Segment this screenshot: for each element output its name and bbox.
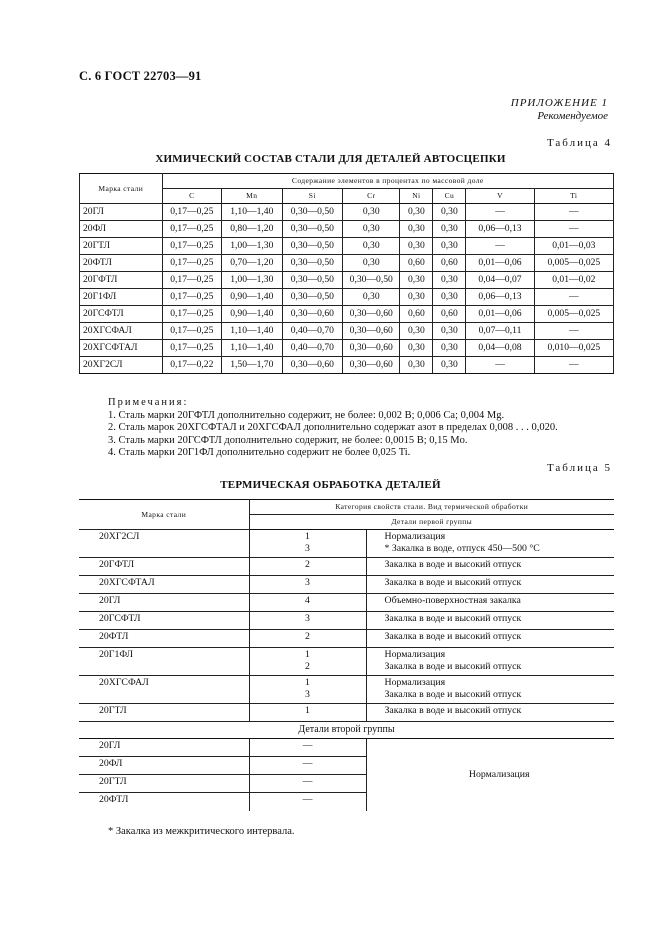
treatment-cell bbox=[366, 676, 614, 704]
steel-grade-cell: 20ФЛ bbox=[79, 757, 249, 775]
composition-cell: 0,30 bbox=[433, 204, 466, 221]
composition-cell: — bbox=[534, 221, 613, 238]
composition-cell: — bbox=[534, 289, 613, 306]
composition-cell: 0,07—0,11 bbox=[466, 323, 534, 340]
composition-cell: 0,04—0,07 bbox=[466, 272, 534, 289]
composition-cell: 0,40—0,70 bbox=[282, 323, 343, 340]
treatment-value: Нормализация bbox=[384, 677, 446, 688]
composition-cell: 0,30 bbox=[400, 340, 433, 357]
composition-cell: 0,005—0,025 bbox=[534, 255, 613, 272]
treatment-value: Закалка в воде и высокий отпуск bbox=[384, 559, 522, 570]
composition-cell: 0,30—0,60 bbox=[343, 323, 400, 340]
category-cell bbox=[249, 648, 366, 676]
composition-cell: 0,60 bbox=[400, 255, 433, 272]
appendix-block bbox=[511, 97, 608, 123]
category-cell bbox=[249, 594, 366, 612]
composition-cell: 0,005—0,025 bbox=[534, 306, 613, 323]
t5-group1-header: Детали первой группы bbox=[249, 515, 614, 530]
element-column-header: Ti bbox=[534, 189, 613, 204]
treatment-cell bbox=[366, 648, 614, 676]
treatment-value: Закалка в воде и высокий отпуск bbox=[384, 661, 522, 672]
category-cell bbox=[249, 530, 366, 558]
t5-group2-header: Детали второй группы bbox=[79, 722, 614, 739]
composition-cell: 0,06—0,13 bbox=[466, 289, 534, 306]
treatment-cell bbox=[366, 704, 614, 722]
composition-cell: 0,30 bbox=[433, 357, 466, 374]
table-row bbox=[80, 323, 614, 340]
composition-cell: 0,30 bbox=[400, 357, 433, 374]
category-value: 3 bbox=[305, 613, 310, 624]
treatment-value: Закалка в воде и высокий отпуск bbox=[384, 705, 522, 716]
table-row bbox=[79, 530, 614, 558]
category-value: 2 bbox=[305, 559, 310, 570]
composition-cell: 0,30 bbox=[400, 238, 433, 255]
treatment-value: Закалка в воде и высокий отпуск bbox=[384, 613, 522, 624]
composition-cell: — bbox=[466, 357, 534, 374]
composition-cell: 0,17—0,25 bbox=[162, 255, 221, 272]
composition-cell: 0,30 bbox=[433, 272, 466, 289]
element-column-header: Cu bbox=[433, 189, 466, 204]
composition-cell: — bbox=[534, 204, 613, 221]
composition-cell: — bbox=[534, 357, 613, 374]
steel-grade-cell: 20ФТЛ bbox=[79, 630, 249, 648]
steel-grade-cell: 20ГЛ bbox=[79, 739, 249, 757]
category-cell bbox=[249, 704, 366, 722]
steel-grade-cell: 20ГФТЛ bbox=[80, 272, 163, 289]
steel-grade-cell: 20ГТЛ bbox=[79, 704, 249, 722]
page-header: С. 6 ГОСТ 22703—91 bbox=[79, 69, 202, 83]
table-row bbox=[80, 272, 614, 289]
category-cell: — bbox=[249, 757, 366, 775]
treatment-cell bbox=[366, 612, 614, 630]
footnote: * Закалка из межкритического интервала. bbox=[108, 826, 295, 837]
composition-cell: 0,17—0,25 bbox=[162, 238, 221, 255]
element-column-header: C bbox=[162, 189, 221, 204]
element-column-header: Mn bbox=[222, 189, 283, 204]
composition-cell: — bbox=[466, 204, 534, 221]
composition-cell: 1,10—1,40 bbox=[222, 204, 283, 221]
treatment-value: Нормализация bbox=[384, 531, 446, 542]
table-row bbox=[80, 306, 614, 323]
steel-grade-cell: 20ГТЛ bbox=[80, 238, 163, 255]
category-cell bbox=[249, 676, 366, 704]
steel-grade-cell: 20ХГСФТАЛ bbox=[79, 576, 249, 594]
steel-grade-cell: 20ХГ2СЛ bbox=[79, 530, 249, 558]
composition-cell: 0,80—1,20 bbox=[222, 221, 283, 238]
category-cell: — bbox=[249, 775, 366, 793]
composition-cell: 0,30 bbox=[433, 340, 466, 357]
composition-cell: 0,30—0,60 bbox=[282, 306, 343, 323]
steel-grade-cell: 20ГТЛ bbox=[79, 775, 249, 793]
table-row bbox=[79, 739, 614, 757]
steel-grade-cell: 20ХГСФАЛ bbox=[80, 323, 163, 340]
element-column-header: Cr bbox=[343, 189, 400, 204]
composition-cell: 0,30—0,60 bbox=[282, 357, 343, 374]
composition-cell: 0,17—0,25 bbox=[162, 204, 221, 221]
t5-category-header: Категория свойств стали. Вид термической обработки bbox=[249, 500, 614, 515]
composition-cell: 0,30—0,60 bbox=[343, 306, 400, 323]
table-row bbox=[79, 648, 614, 676]
table-row bbox=[80, 357, 614, 374]
category-value: 1 bbox=[305, 649, 310, 660]
treatment-cell bbox=[366, 530, 614, 558]
table-row bbox=[79, 594, 614, 612]
composition-cell: 1,10—1,40 bbox=[222, 323, 283, 340]
category-value: 1 bbox=[305, 677, 310, 688]
table4-label: Таблица 4 bbox=[546, 137, 612, 149]
table-row bbox=[79, 704, 614, 722]
composition-cell: 0,90—1,40 bbox=[222, 306, 283, 323]
composition-cell: 0,30 bbox=[400, 204, 433, 221]
note-item: 4. Сталь марки 20Г1ФЛ дополнительно содержит не более 0,025 Ti. bbox=[108, 447, 411, 458]
steel-grade-cell: 20ХГ2СЛ bbox=[80, 357, 163, 374]
content-header: Содержание элементов в процентах по массовой доле bbox=[162, 174, 613, 189]
treatment-value: Закалка в воде и высокий отпуск bbox=[384, 577, 522, 588]
category-cell: — bbox=[249, 739, 366, 757]
table-row bbox=[80, 340, 614, 357]
composition-cell: — bbox=[466, 238, 534, 255]
element-column-header: Ni bbox=[400, 189, 433, 204]
composition-cell: 0,17—0,25 bbox=[162, 221, 221, 238]
composition-cell: 0,30 bbox=[343, 204, 400, 221]
notes-title: Примечания: bbox=[108, 397, 189, 408]
composition-cell: 0,30 bbox=[343, 289, 400, 306]
table-row bbox=[79, 612, 614, 630]
composition-cell: 0,30 bbox=[400, 289, 433, 306]
category-value: 3 bbox=[305, 689, 310, 700]
steel-grade-cell: 20ФЛ bbox=[80, 221, 163, 238]
steel-grade-cell: 20Г1ФЛ bbox=[80, 289, 163, 306]
composition-cell: 0,70—1,20 bbox=[222, 255, 283, 272]
steel-grade-cell: 20Г1ФЛ bbox=[79, 648, 249, 676]
composition-cell: 0,30 bbox=[433, 221, 466, 238]
treatment-value: Нормализация bbox=[384, 649, 446, 660]
treatment-cell bbox=[366, 576, 614, 594]
composition-cell: 0,30 bbox=[343, 221, 400, 238]
composition-cell: 0,60 bbox=[433, 306, 466, 323]
composition-cell: 0,30 bbox=[343, 255, 400, 272]
category-cell bbox=[249, 612, 366, 630]
composition-cell: 0,60 bbox=[400, 306, 433, 323]
table-row bbox=[80, 238, 614, 255]
treatment-value: Закалка в воде и высокий отпуск bbox=[384, 631, 522, 642]
composition-cell: 1,50—1,70 bbox=[222, 357, 283, 374]
treatment-cell bbox=[366, 558, 614, 576]
table-row bbox=[79, 576, 614, 594]
composition-cell: 0,17—0,25 bbox=[162, 289, 221, 306]
composition-cell: 0,30 bbox=[433, 238, 466, 255]
steel-grade-cell: 20ГСФТЛ bbox=[79, 612, 249, 630]
composition-cell: 0,17—0,25 bbox=[162, 272, 221, 289]
treatment-cell bbox=[366, 630, 614, 648]
category-cell bbox=[249, 576, 366, 594]
steel-grade-cell: 20ГЛ bbox=[79, 594, 249, 612]
group2-treatment-cell: Нормализация bbox=[366, 739, 614, 811]
steel-grade-cell: 20ХГСФАЛ bbox=[79, 676, 249, 704]
composition-cell: 0,30—0,50 bbox=[282, 221, 343, 238]
composition-cell: 0,30—0,50 bbox=[282, 204, 343, 221]
composition-cell: 0,01—0,06 bbox=[466, 255, 534, 272]
table5-label: Таблица 5 bbox=[546, 462, 612, 474]
composition-cell: 0,30 bbox=[400, 272, 433, 289]
table-row bbox=[80, 255, 614, 272]
element-column-header: Si bbox=[282, 189, 343, 204]
category-cell bbox=[249, 630, 366, 648]
treatment-cell bbox=[366, 594, 614, 612]
element-column-header: V bbox=[466, 189, 534, 204]
t5-grade-header: Марка стали bbox=[79, 500, 249, 530]
steel-grade-cell: 20ФТЛ bbox=[80, 255, 163, 272]
group2-header-row bbox=[79, 722, 614, 739]
composition-cell: — bbox=[534, 323, 613, 340]
note-item: 2. Сталь марок 20ХГСФТАЛ и 20ХГСФАЛ дополнительно содержат азот в пределах 0,008 . . . 0,020. bbox=[108, 422, 558, 433]
treatment-value: Закалка в воде и высокий отпуск bbox=[384, 689, 522, 700]
composition-cell: 0,010—0,025 bbox=[534, 340, 613, 357]
composition-cell: 0,17—0,25 bbox=[162, 306, 221, 323]
note-item: 1. Сталь марки 20ГФТЛ дополнительно содержит, не более: 0,002 B; 0,006 Ca; 0,004 Mg. bbox=[108, 409, 505, 421]
composition-cell: 0,17—0,25 bbox=[162, 340, 221, 357]
composition-cell: 1,10—1,40 bbox=[222, 340, 283, 357]
table4-caption: ХИМИЧЕСКИЙ СОСТАВ СТАЛИ ДЛЯ ДЕТАЛЕЙ АВТОСЦЕПКИ bbox=[155, 153, 506, 165]
steel-grade-cell: 20ГЛ bbox=[80, 204, 163, 221]
composition-cell: 0,06—0,13 bbox=[466, 221, 534, 238]
category-cell: — bbox=[249, 793, 366, 811]
composition-cell: 0,90—1,40 bbox=[222, 289, 283, 306]
composition-cell: 0,30—0,50 bbox=[343, 272, 400, 289]
composition-cell: 1,00—1,30 bbox=[222, 238, 283, 255]
composition-cell: 0,40—0,70 bbox=[282, 340, 343, 357]
note-item: 3. Сталь марки 20ГСФТЛ дополнительно содержит, не более: 0,0015 B; 0,15 Mo. bbox=[108, 434, 468, 446]
treatment-value: * Закалка в воде, отпуск 450—500 °C bbox=[384, 543, 540, 554]
composition-cell: 0,30 bbox=[400, 323, 433, 340]
appendix-title: ПРИЛОЖЕНИЕ 1 bbox=[510, 97, 608, 109]
steel-grade-cell: 20ГСФТЛ bbox=[80, 306, 163, 323]
steel-grade-cell: 20ХГСФТАЛ bbox=[80, 340, 163, 357]
composition-cell: 0,60 bbox=[433, 255, 466, 272]
category-value: 2 bbox=[305, 661, 310, 672]
notes-block bbox=[108, 397, 558, 460]
composition-cell: 0,17—0,22 bbox=[162, 357, 221, 374]
table-row bbox=[79, 676, 614, 704]
grade-header: Марка стали bbox=[80, 174, 163, 204]
heat-treatment-table bbox=[79, 499, 614, 811]
composition-cell: 0,30—0,60 bbox=[343, 340, 400, 357]
composition-cell: 0,30—0,50 bbox=[282, 255, 343, 272]
treatment-value: Объемно-поверхностная закалка bbox=[384, 595, 521, 606]
appendix-subtitle: Рекомендуемое bbox=[537, 110, 608, 122]
steel-grade-cell: 20ФТЛ bbox=[79, 793, 249, 811]
composition-cell: 0,30—0,50 bbox=[282, 272, 343, 289]
table-row bbox=[80, 289, 614, 306]
composition-cell: 1,00—1,30 bbox=[222, 272, 283, 289]
category-value: 3 bbox=[305, 577, 310, 588]
category-value: 4 bbox=[305, 595, 310, 606]
composition-cell: 0,30 bbox=[400, 221, 433, 238]
category-cell bbox=[249, 558, 366, 576]
composition-cell: 0,30—0,60 bbox=[343, 357, 400, 374]
steel-grade-cell: 20ГФТЛ bbox=[79, 558, 249, 576]
composition-cell: 0,30—0,50 bbox=[282, 289, 343, 306]
composition-cell: 0,30 bbox=[433, 289, 466, 306]
composition-cell: 0,04—0,08 bbox=[466, 340, 534, 357]
table5-caption: ТЕРМИЧЕСКАЯ ОБРАБОТКА ДЕТАЛЕЙ bbox=[220, 479, 441, 491]
composition-cell: 0,30 bbox=[433, 323, 466, 340]
category-value: 2 bbox=[305, 631, 310, 642]
composition-cell: 0,01—0,03 bbox=[534, 238, 613, 255]
chemical-composition-table bbox=[79, 173, 614, 374]
table-row bbox=[80, 221, 614, 238]
table-row bbox=[79, 558, 614, 576]
category-value: 1 bbox=[305, 705, 310, 716]
composition-cell: 0,17—0,25 bbox=[162, 323, 221, 340]
category-value: 1 bbox=[305, 531, 310, 542]
composition-cell: 0,30 bbox=[343, 238, 400, 255]
composition-cell: 0,30—0,50 bbox=[282, 238, 343, 255]
table-row bbox=[79, 630, 614, 648]
category-value: 3 bbox=[305, 543, 310, 554]
composition-cell: 0,01—0,06 bbox=[466, 306, 534, 323]
table-row bbox=[80, 204, 614, 221]
composition-cell: 0,01—0,02 bbox=[534, 272, 613, 289]
